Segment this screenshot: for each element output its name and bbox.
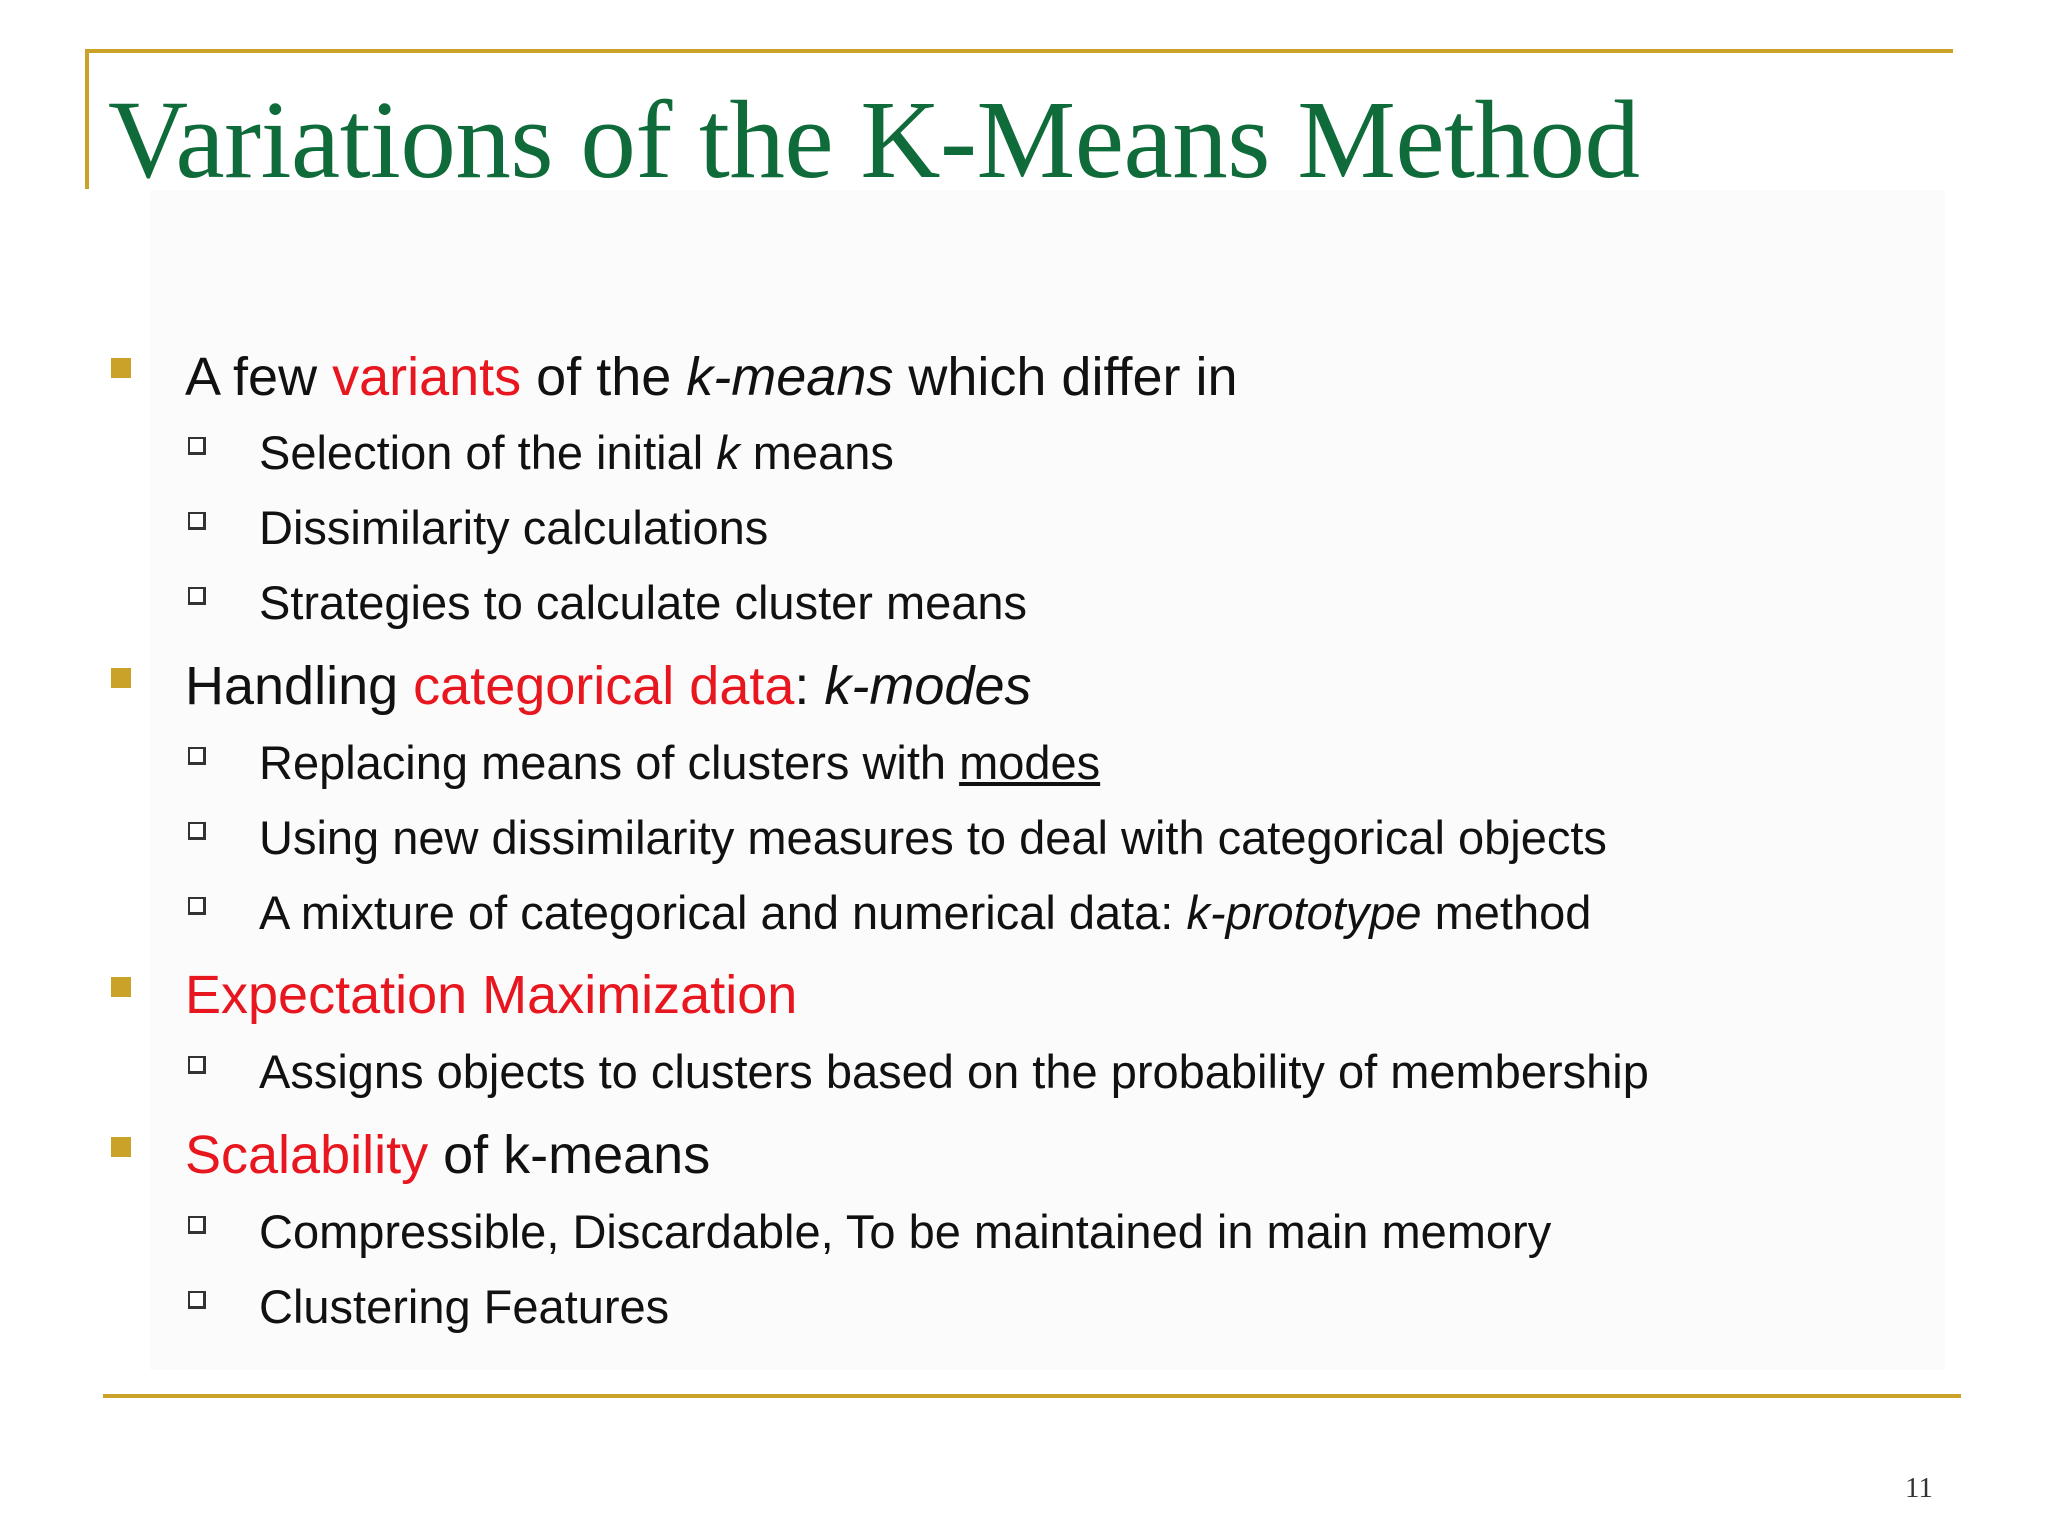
top-rule [85, 49, 1953, 53]
hollow-square-bullet-icon [188, 1056, 206, 1074]
slide-title: Variations of the K-Means Method [108, 79, 1640, 202]
sub-bullet-dissimilarity: Dissimilarity calculations [259, 501, 769, 554]
hollow-square-bullet-icon [188, 747, 206, 765]
sub-bullet-membership: Assigns objects to clusters based on the probability of membership [259, 1045, 1649, 1098]
square-bullet-icon [111, 358, 131, 378]
square-bullet-icon [111, 1137, 131, 1157]
left-rule [85, 49, 89, 189]
hollow-square-bullet-icon [188, 512, 206, 530]
hollow-square-bullet-icon [188, 822, 206, 840]
bullet-em: Expectation Maximization [185, 965, 798, 1025]
bottom-rule [103, 1394, 1961, 1398]
hollow-square-bullet-icon [188, 587, 206, 605]
hollow-square-bullet-icon [188, 1216, 206, 1234]
sub-bullet-k-prototype: A mixture of categorical and numerical data: k-prototype method [259, 886, 1592, 939]
sub-bullet-strategies: Strategies to calculate cluster means [259, 576, 1028, 629]
hollow-square-bullet-icon [188, 437, 206, 455]
hollow-square-bullet-icon [188, 1291, 206, 1309]
sub-bullet-dissimilarity-measures: Using new dissimilarity measures to deal with categorical objects [259, 811, 1607, 864]
sub-bullet-modes: Replacing means of clusters with modes [259, 736, 1101, 789]
sub-bullet-compressible: Compressible, Discardable, To be maintained in main memory [259, 1205, 1552, 1258]
bullet-categorical: Handling categorical data: k-modes [185, 656, 1032, 716]
bullet-scalability: Scalability of k-means [185, 1125, 711, 1185]
square-bullet-icon [111, 668, 131, 688]
sub-bullet-clustering-features: Clustering Features [259, 1280, 670, 1333]
square-bullet-icon [111, 977, 131, 997]
bullet-variants: A few variants of the k-means which differ in [185, 347, 1238, 407]
hollow-square-bullet-icon [188, 897, 206, 915]
sub-bullet-selection: Selection of the initial k means [259, 426, 894, 479]
page-number: 11 [1905, 1472, 1933, 1504]
